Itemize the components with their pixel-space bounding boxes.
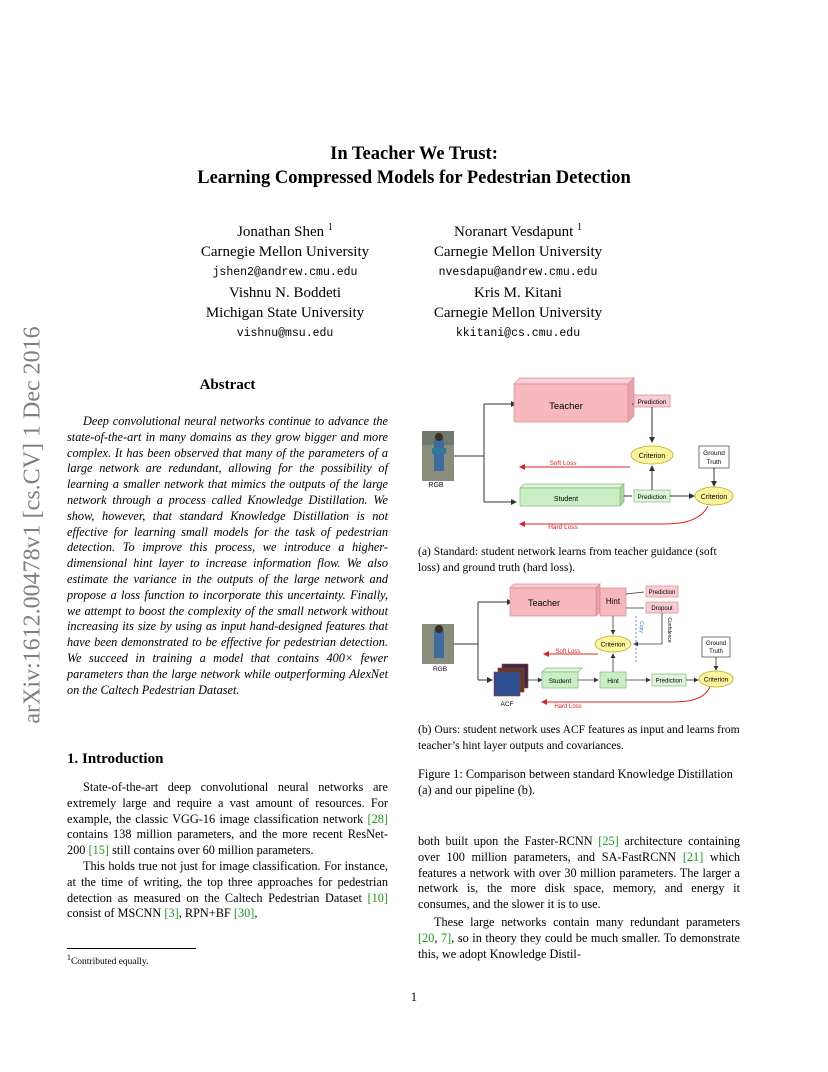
criterion-2-label: Criterion [703, 676, 729, 684]
citation-link[interactable]: [10] [367, 890, 388, 905]
author-sup: 1 [327, 222, 333, 233]
intro-paragraph-2: This holds true not just for image classification. For instance, at the time of writing, the top three approaches for pedestrian detection as measured on the Caltech Pedestrian Dataset [10] consist of MSCNN [3], RPN+BF [30], [67, 858, 388, 921]
footnote [67, 953, 148, 967]
arxiv-stamp [13, 290, 53, 760]
arxiv-stamp-text: arXiv:1612.00478v1 [cs.CV] 1 Dec 2016 [19, 326, 46, 724]
author-email[interactable]: jshen2@andrew.cmu.edu [212, 266, 358, 279]
citation-link[interactable]: [28] [367, 811, 388, 826]
citation-link[interactable]: 7] [441, 930, 452, 945]
author-name: Noranart Vesdapunt [453, 224, 574, 240]
hint-bottom-label: Hint [607, 678, 619, 685]
author-email[interactable]: kkitani@cs.cmu.edu [455, 327, 581, 340]
hard-loss-label: Hard Loss [548, 524, 578, 531]
page-number: 1 [410, 990, 418, 1004]
author-affiliation: Michigan State University [205, 305, 365, 321]
teacher-label: Teacher [527, 598, 561, 608]
hard-loss-arrow [542, 687, 710, 702]
rgb-input-image [422, 431, 454, 481]
right-column-body [418, 834, 740, 962]
acf-feature-stack [494, 664, 528, 696]
teacher-label: Teacher [549, 401, 583, 412]
acf-label: ACF [500, 701, 514, 708]
abstract-text: Deep convolutional neural networks continue to advance the state-of-the-art in many domains as they grow bigger and more complex. It has been observed that many of the parameters of a large network are redundant, allowing for the possibility of learning a smaller network that mimics the outputs of the large network through a process called Knowledge Distillation. We show, however, that standard Knowledge Distillation is not effective for learning small models for the task of pedestrian detection. To improve this process, we introduce a higher-dimensional hint layer to increase information flow. We also estimate the variance in the outputs of the large network and propose a loss function to incorporate this uncertainty. Finally, we attempt to boost the complexity of the small network without increasing its size by using as input hand-designed features that have been demonstrated to be effective for pedestrian detection. We succeed in training a model that contains 400× fewer parameters than the large network while outperforming AlexNet on the Caltech Pedestrian Dataset. [67, 414, 388, 697]
abstract-heading: Abstract [199, 377, 256, 393]
footnote-rule [67, 948, 196, 949]
ground-truth-line2: Truth [709, 649, 723, 655]
figure-1b-caption: (b) Ours: student network uses ACF features as input and learns from teacher’s hint layer outputs and covariances. [418, 723, 740, 752]
criterion-1-label: Criterion [638, 453, 666, 460]
prediction-bottom-label: Prediction [655, 678, 683, 685]
author-name: Jonathan Shen [237, 224, 325, 240]
author-block-3 [185, 283, 385, 342]
citation-link[interactable]: [25] [598, 834, 619, 848]
figure-1b-diagram [418, 582, 740, 714]
rgb-input-image [422, 624, 454, 664]
right-paragraph-1: both built upon the Faster-RCNN [25] architecture containing over 100 million parameters, and SA-FastRCNN [21] which features a network with over 30 million parameters. The larger a network is, the more disk space, memory, and energy it consumes, and the slower it is to use. [418, 834, 740, 912]
footnote-mark: 1 [67, 953, 71, 962]
figure-1a-caption: (a) Standard: student network learns from teacher guidance (soft loss) and ground truth (hard loss). [418, 545, 717, 574]
hard-loss-arrow [520, 506, 708, 524]
citation-link[interactable]: [15] [88, 843, 110, 858]
student-label: Student [553, 496, 579, 503]
figure-1-caption: Figure 1: Comparison between standard Knowledge Distillation (a) and our pipeline (b). [418, 767, 733, 797]
prediction-top-label: Prediction [648, 590, 676, 596]
citation-link[interactable]: [3] [164, 906, 179, 921]
author-block-1 [185, 218, 385, 281]
rgb-label: RGB [432, 666, 448, 673]
ground-truth-line1: Ground [705, 641, 727, 647]
author-affiliation: Carnegie Mellon University [433, 244, 603, 260]
teacher-box [514, 378, 634, 422]
author-name: Kris M. Kitani [474, 285, 562, 301]
hard-loss-label: Hard Loss [554, 704, 582, 710]
paper-title-line2: Learning Compressed Models for Pedestrian Detection [197, 168, 631, 188]
confidence-label: Confidence [666, 617, 672, 643]
ground-truth-line1: Ground [703, 450, 725, 457]
citation-link[interactable]: [30] [233, 906, 255, 921]
author-block-2 [418, 218, 618, 281]
author-email[interactable]: vishnu@msu.edu [236, 327, 334, 340]
author-affiliation: Carnegie Mellon University [200, 244, 370, 260]
footnote-text: Contributed equally. [70, 957, 149, 968]
paper-title-line1: In Teacher We Trust: [330, 144, 498, 164]
copy-label: Copy [638, 621, 644, 633]
citation-link[interactable]: [21] [682, 849, 704, 864]
dropout-label: Dropout [651, 606, 673, 612]
prediction-bottom-label: Prediction [637, 494, 667, 501]
student-label: Student [548, 678, 572, 685]
soft-loss-label: Soft Loss [549, 460, 577, 467]
soft-loss-label: Soft Loss [555, 649, 581, 655]
author-sup: 1 [577, 222, 583, 233]
criterion-2-label: Criterion [700, 494, 728, 501]
rgb-label: RGB [428, 482, 444, 489]
prediction-top-label: Prediction [637, 399, 667, 406]
author-affiliation: Carnegie Mellon University [433, 305, 603, 321]
intro-body [67, 780, 388, 922]
hint-top-label: Hint [605, 597, 621, 606]
ground-truth-line2: Truth [706, 459, 722, 466]
intro-heading: 1. Introduction [67, 751, 164, 767]
citation-link[interactable]: [20 [418, 930, 435, 945]
right-paragraph-2: These large networks contain many redundant parameters [20, 7], so in theory they could be much smaller. To demonstrate this, we adopt Knowledge Distil- [418, 914, 740, 961]
author-name: Vishnu N. Boddeti [228, 285, 342, 301]
author-email[interactable]: nvesdapu@andrew.cmu.edu [438, 266, 598, 279]
criterion-1-label: Criterion [600, 641, 626, 649]
figure-1a-diagram [418, 376, 740, 538]
intro-paragraph-1: State-of-the-art deep convolutional neural networks are extremely large and require a vast amount of resources. For example, the classic VGG-16 image classification network [28] contains 138 million parameters, and the more recent ResNet-200 [15] still contains over 60 million parameters. [67, 780, 388, 858]
author-block-4 [418, 283, 618, 342]
